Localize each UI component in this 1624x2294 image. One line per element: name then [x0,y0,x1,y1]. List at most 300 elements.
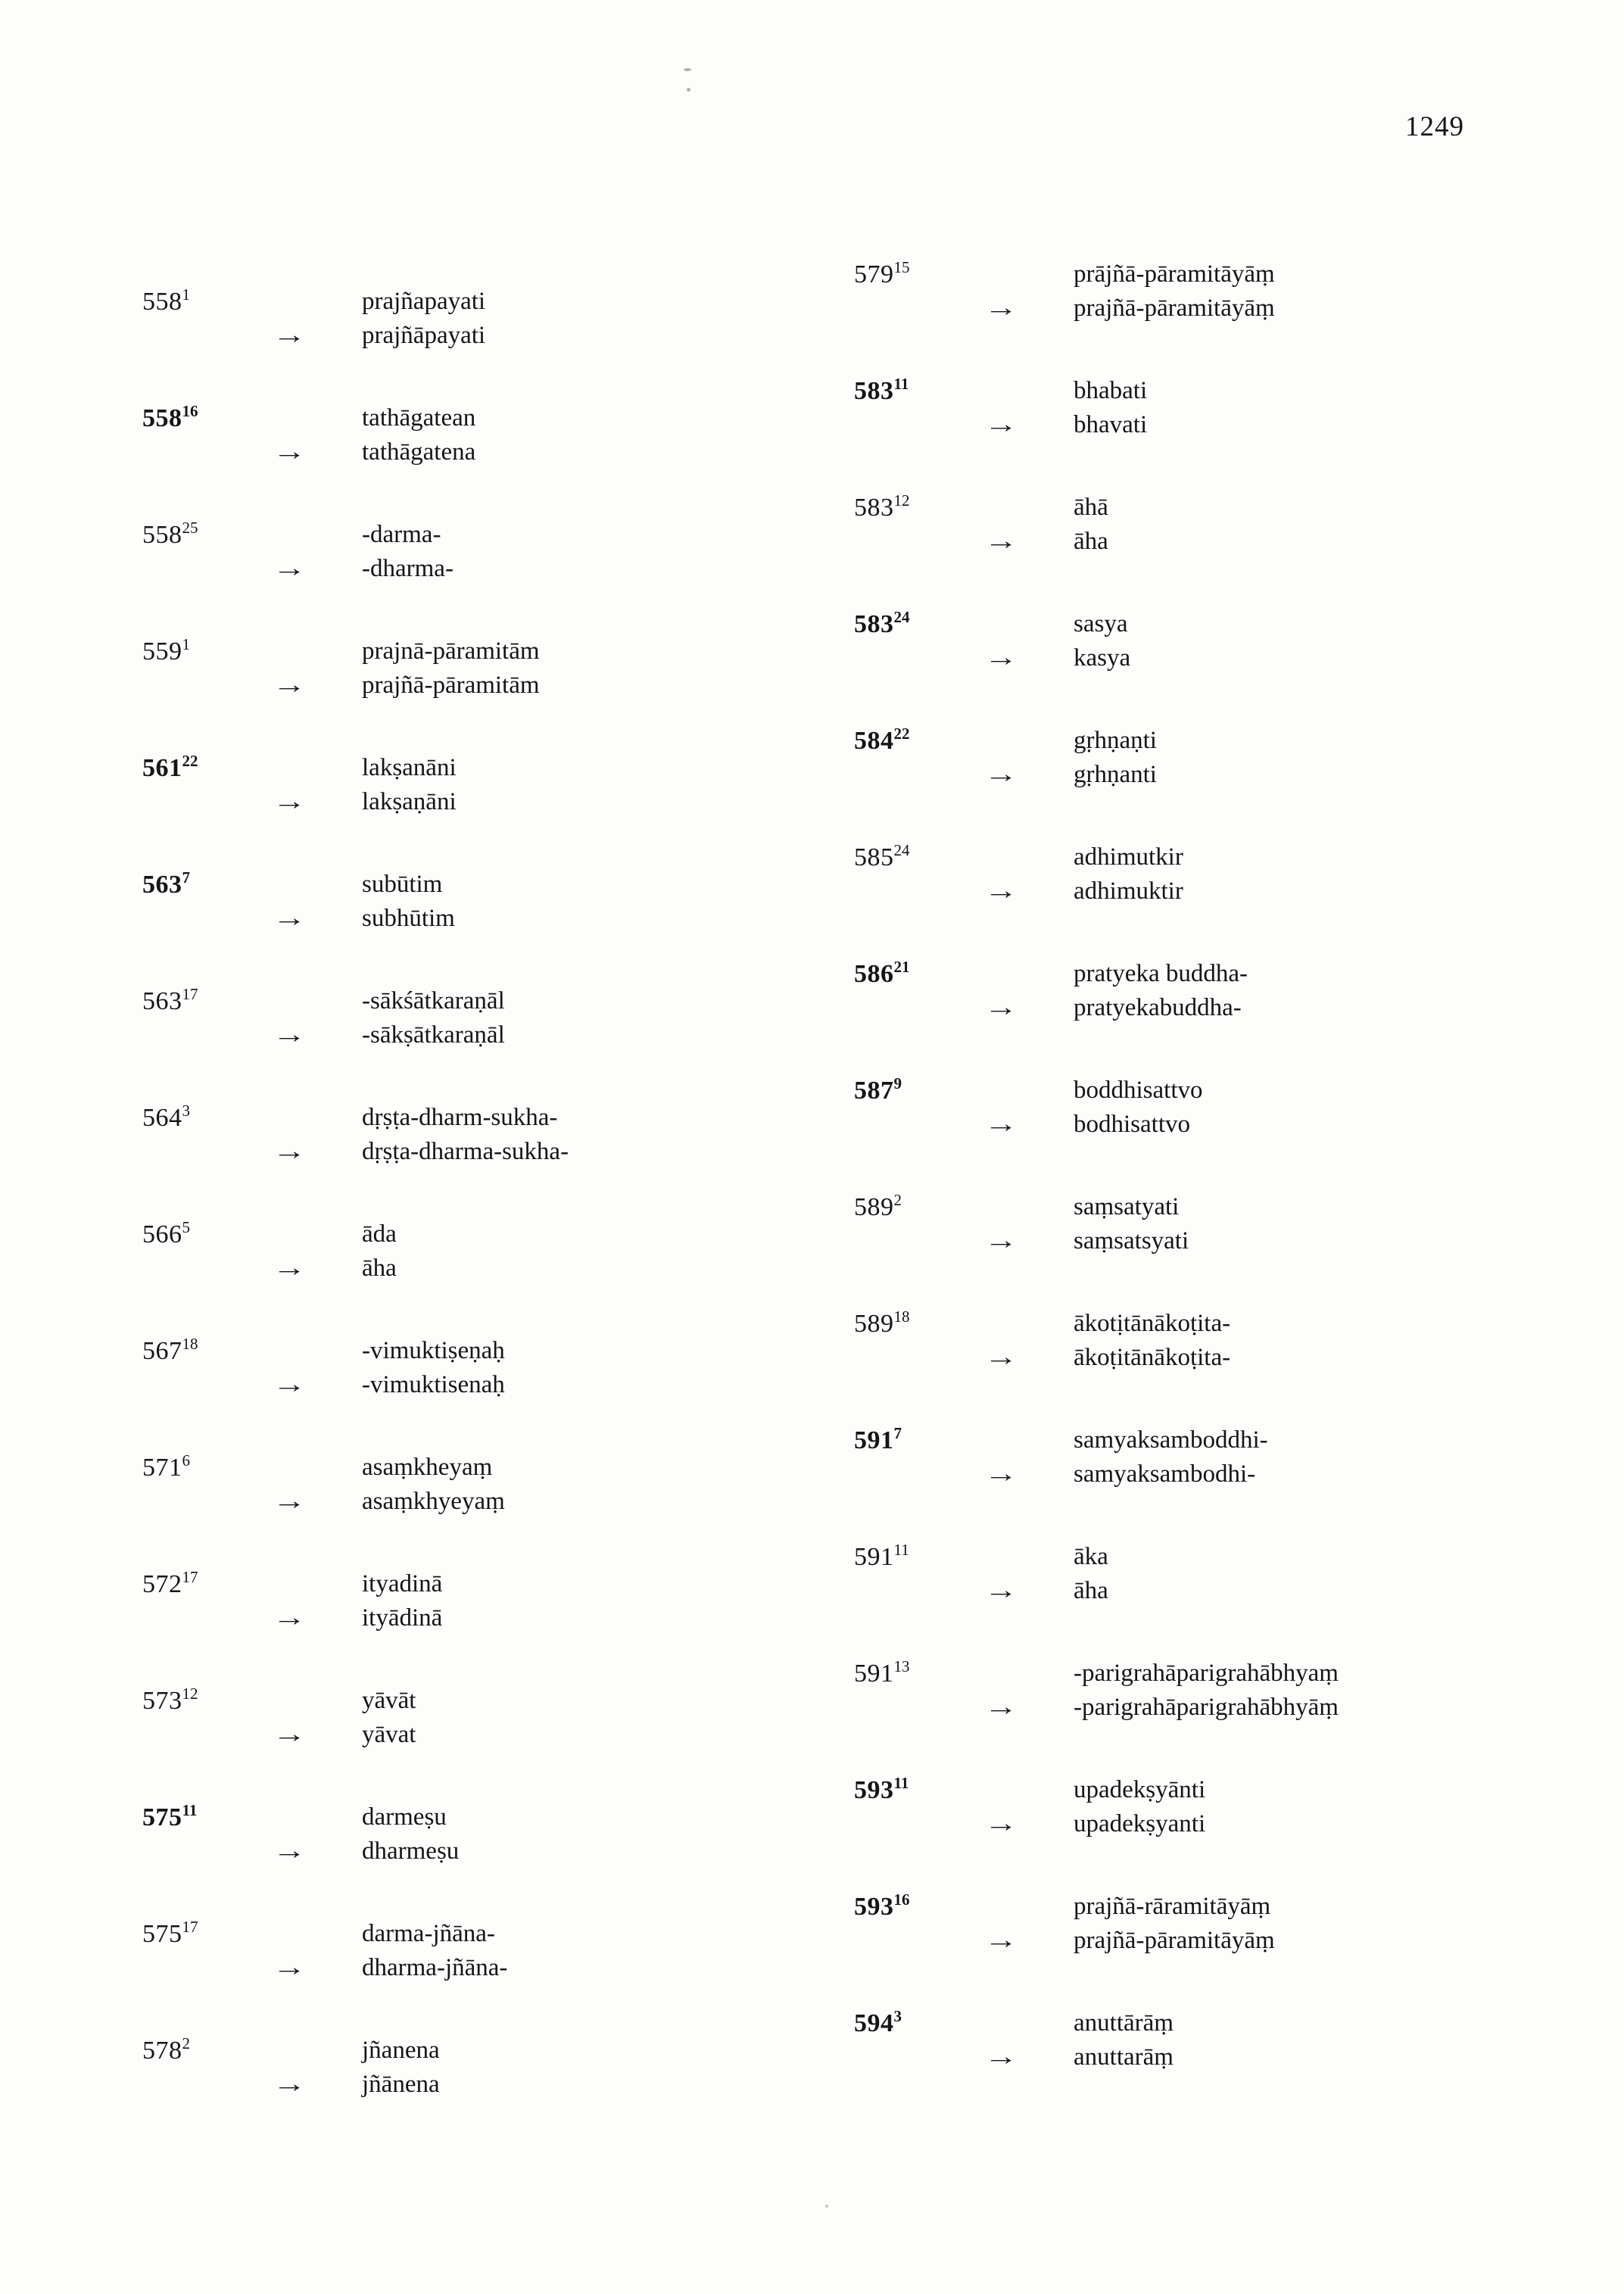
corrected-word: adhimuktir [1074,877,1183,905]
entry-ref [854,1540,984,1577]
entry-ref-sup: 22 [893,725,910,743]
corrected-word: -sākṣātkaraṇāl [362,1021,505,1049]
incorrect-word: adhimutkir [1074,843,1183,871]
entry-ref-base: 589 [854,1310,894,1338]
erratum-entry [142,2034,846,2102]
entry-ref-base: 593 [854,1776,894,1804]
incorrect-line [273,1917,846,1951]
entry-ref-sup: 12 [893,491,910,510]
arrow-spacer [273,1800,362,1834]
entry-ref-sup: 11 [182,1801,198,1819]
right-arrow-icon: → [273,322,307,349]
arrow-spacer [273,984,362,1018]
erratum-entry [854,1074,1619,1142]
right-arrow-icon: → [984,528,1018,555]
incorrect-word: subūtim [362,871,443,898]
entry-ref-base: 593 [854,1893,894,1921]
corrected-line [273,669,846,703]
entry-lines [984,607,1619,675]
incorrect-line [984,1074,1619,1108]
entry-ref [854,840,984,877]
entry-ref-sup: 1 [182,635,190,653]
entry-ref-base: 578 [142,2037,182,2065]
entry-ref-base: 589 [854,1193,894,1221]
arrow-spacer [984,1190,1074,1224]
right-arrow-icon: → [273,2071,307,2098]
arrow-spacer [273,401,362,435]
entry-ref [142,1800,273,1837]
entry-ref-base: 558 [142,521,182,549]
entry-ref-base: 587 [854,1077,894,1105]
entry-ref [142,1451,273,1488]
entry-ref-base: 583 [854,494,894,522]
entry-lines [984,1657,1619,1725]
entry-ref [854,257,984,295]
corrected-line [273,1601,846,1635]
arrow-spacer [273,1567,362,1601]
corrected-word: dharmeṣu [362,1837,460,1865]
entry-ref-base: 584 [854,727,894,755]
arrow-spacer [273,285,362,319]
entry-lines [273,1334,846,1402]
arrow-spacer [273,634,362,669]
entry-ref-base: 572 [142,1570,182,1598]
incorrect-word: -darma- [362,521,441,548]
right-arrow-icon: → [273,788,307,815]
corrected-word: bhavati [1074,411,1148,438]
corrected-line [984,1807,1619,1841]
corrected-word: samyaksambodhi- [1074,1460,1256,1488]
entry-ref [142,2034,273,2071]
entry-lines [984,1423,1619,1491]
entry-lines [273,634,846,703]
incorrect-line [984,1307,1619,1341]
incorrect-line [273,1334,846,1368]
scan-speck [687,88,690,92]
entry-ref-base: 558 [142,288,182,316]
incorrect-word: jñanena [362,2037,440,2064]
entry-lines [984,2006,1619,2074]
incorrect-line [984,374,1619,408]
entry-lines [984,1074,1619,1142]
entry-ref-sup: 25 [182,519,198,537]
arrow-spacer [273,1917,362,1951]
arrow-spacer [984,1657,1074,1691]
corrected-line [273,1485,846,1519]
entry-lines [273,751,846,819]
entry-lines [984,957,1619,1025]
entry-lines [273,518,846,586]
entry-lines [984,257,1619,326]
incorrect-word: āhā [1074,494,1108,521]
entry-ref [142,1684,273,1721]
entry-ref-base: 591 [854,1426,894,1454]
right-arrow-icon: → [273,1255,307,1282]
incorrect-line [273,1567,846,1601]
entry-lines [273,285,846,353]
entry-ref [854,2006,984,2043]
corrected-word: subhūtim [362,905,455,932]
right-arrow-icon: → [984,1460,1018,1488]
erratum-entry [142,518,846,586]
erratum-entry [142,1101,846,1169]
corrected-line [984,874,1619,909]
erratum-entry [142,1334,846,1402]
entry-ref-base: 567 [142,1337,182,1365]
corrected-word: tathāgatena [362,438,476,466]
right-arrow-icon: → [984,994,1018,1021]
entry-ref-sup: 24 [893,608,910,626]
arrow-spacer [984,1423,1074,1457]
incorrect-line [984,724,1619,758]
incorrect-line [984,607,1619,641]
entry-ref-base: 563 [142,987,182,1015]
entry-ref-sup: 9 [893,1074,902,1092]
corrected-line [273,1718,846,1752]
entry-ref-base: 558 [142,404,182,432]
arrow-spacer [984,1307,1074,1341]
incorrect-line [984,257,1619,291]
right-arrow-icon: → [984,644,1018,672]
arrow-spacer [273,1101,362,1135]
arrow-spacer [984,724,1074,758]
corrected-word: āha [362,1255,397,1282]
incorrect-line [273,1451,846,1485]
right-arrow-icon: → [273,555,307,582]
arrow-spacer [273,1684,362,1718]
arrow-spacer [273,868,362,902]
corrected-word: prajñā-pāramitām [362,672,540,699]
corrected-line [984,291,1619,326]
incorrect-word: -parigrahāparigrahābhyaṃ [1074,1660,1339,1687]
arrow-spacer [984,374,1074,408]
corrected-line [273,1951,846,1985]
entry-ref-base: 591 [854,1543,894,1571]
incorrect-line [273,984,846,1018]
entry-ref-base: 571 [142,1454,182,1482]
incorrect-word: darmeṣu [362,1803,447,1831]
entry-lines [984,491,1619,559]
incorrect-word: darma-jñāna- [362,1920,495,1947]
incorrect-word: -vimuktiṣeṇaḥ [362,1337,505,1364]
right-arrow-icon: → [273,905,307,932]
entry-lines [273,1684,846,1752]
entry-ref-sup: 13 [893,1657,910,1675]
right-arrow-icon: → [273,1138,307,1165]
incorrect-line [984,2006,1619,2040]
incorrect-line [984,1190,1619,1224]
entry-ref-base: 583 [854,610,894,638]
incorrect-word: āka [1074,1543,1108,1570]
entry-ref-sup: 16 [893,1890,910,1909]
incorrect-word: yāvāt [362,1687,416,1714]
entry-lines [273,1451,846,1519]
entry-lines [984,1307,1619,1375]
entry-ref [854,957,984,994]
entry-ref [142,401,273,438]
incorrect-word: asaṃkheyaṃ [362,1454,493,1481]
entry-ref-sup: 18 [893,1308,910,1326]
right-arrow-icon: → [273,1371,307,1398]
incorrect-word: bhabati [1074,377,1148,404]
right-arrow-icon: → [984,1344,1018,1371]
incorrect-word: saṃsatyati [1074,1193,1180,1220]
arrow-spacer [984,840,1074,874]
right-arrow-icon: → [273,1721,307,1748]
incorrect-line [984,1890,1619,1924]
corrected-line [984,1108,1619,1142]
entry-ref [854,1307,984,1344]
entry-ref-sup: 22 [182,752,198,770]
corrected-line [273,2068,846,2102]
erratum-entry [142,634,846,703]
arrow-spacer [273,1217,362,1251]
arrow-spacer [984,491,1074,525]
entry-ref-base: 559 [142,637,182,665]
corrected-line [273,319,846,353]
corrected-word: gṛhṇanti [1074,761,1157,788]
corrected-word: -parigrahāparigrahābhyāṃ [1074,1694,1339,1721]
erratum-entry [854,257,1619,326]
arrow-spacer [273,1451,362,1485]
incorrect-word: prajñā-rāramitāyāṃ [1074,1893,1271,1920]
erratum-entry [142,751,846,819]
corrected-line [984,2040,1619,2074]
arrow-spacer [984,1540,1074,1574]
entry-lines [273,984,846,1052]
arrow-spacer [984,1890,1074,1924]
corrected-line [984,1457,1619,1491]
entry-ref-sup: 24 [893,841,910,859]
arrow-spacer [273,1334,362,1368]
erratum-entry [142,1917,846,1985]
entry-ref [142,1334,273,1371]
incorrect-line [273,1684,846,1718]
entry-lines [273,868,846,936]
entry-lines [984,374,1619,442]
right-arrow-icon: → [984,1111,1018,1138]
errata-column-left [142,285,846,2102]
corrected-line [273,1368,846,1402]
entry-ref-base: 566 [142,1220,182,1248]
erratum-entry [854,1773,1619,1841]
scan-speck [825,2205,828,2208]
right-arrow-icon: → [984,877,1018,905]
right-arrow-icon: → [984,761,1018,788]
incorrect-word: ityadinā [362,1570,443,1597]
incorrect-word: prajnā-pāramitām [362,637,540,665]
entry-ref [854,374,984,411]
erratum-entry [854,1540,1619,1608]
erratum-entry [854,724,1619,792]
entry-ref [142,634,273,672]
arrow-spacer [984,1773,1074,1807]
incorrect-line [984,957,1619,991]
erratum-entry [142,401,846,469]
corrected-line [984,991,1619,1025]
incorrect-line [273,401,846,435]
incorrect-word: pratyeka buddha- [1074,960,1248,987]
entry-ref [142,1101,273,1138]
entry-ref-sup: 12 [182,1685,198,1703]
entry-ref-base: 594 [854,2009,894,2037]
incorrect-line [984,1773,1619,1807]
corrected-word: ityādinā [362,1604,443,1632]
entry-lines [984,1890,1619,1958]
right-arrow-icon: → [984,1577,1018,1604]
erratum-entry [854,491,1619,559]
entry-ref-sup: 11 [893,1541,909,1559]
entry-lines [984,1773,1619,1841]
incorrect-line [984,1657,1619,1691]
incorrect-line [984,491,1619,525]
entry-ref-base: 586 [854,960,894,988]
entry-ref-base: 575 [142,1920,182,1948]
corrected-line [984,1691,1619,1725]
incorrect-word: gṛhṇaṇti [1074,727,1157,754]
entry-lines [273,1917,846,1985]
corrected-line [984,641,1619,675]
entry-ref [142,751,273,788]
incorrect-word: tathāgatean [362,404,476,432]
corrected-word: āha [1074,528,1108,555]
corrected-line [273,1251,846,1286]
entry-ref-sup: 7 [182,868,190,887]
corrected-word: jñānena [362,2071,440,2098]
entry-ref [142,518,273,555]
arrow-spacer [984,607,1074,641]
entry-ref-base: 575 [142,1803,182,1831]
entry-ref-base: 579 [854,260,894,288]
right-arrow-icon: → [984,1810,1018,1837]
right-arrow-icon: → [273,1837,307,1865]
corrected-line [984,1574,1619,1608]
entry-lines [984,724,1619,792]
incorrect-line [273,634,846,669]
entry-ref-sup: 6 [182,1451,190,1470]
arrow-spacer [984,2006,1074,2040]
right-arrow-icon: → [273,1488,307,1515]
entry-ref-sup: 7 [893,1424,902,1442]
entry-ref-base: 585 [854,843,894,871]
entry-ref [854,724,984,761]
entry-lines [273,1217,846,1286]
corrected-word: dṛṣṭa-dharma-sukha- [362,1138,569,1165]
corrected-word: pratyekabuddha- [1074,994,1242,1021]
corrected-word: asaṃkhyeyaṃ [362,1488,505,1515]
right-arrow-icon: → [273,1021,307,1049]
entry-ref-sup: 21 [893,958,910,976]
errata-column-right [854,257,1619,2074]
erratum-entry [854,2006,1619,2074]
entry-ref-sup: 3 [182,1102,190,1120]
corrected-word: prajñāpayati [362,322,486,349]
entry-lines [984,840,1619,909]
corrected-word: -dharma- [362,555,454,582]
arrow-spacer [273,518,362,552]
incorrect-word: āda [362,1220,397,1248]
corrected-line [984,525,1619,559]
arrow-spacer [273,751,362,785]
entry-ref [854,1190,984,1227]
corrected-word: prajñā-pāramitāyāṃ [1074,295,1275,322]
incorrect-line [273,1217,846,1251]
corrected-word: saṃsatsyati [1074,1227,1189,1255]
corrected-line [984,1924,1619,1958]
corrected-word: dharma-jñāna- [362,1954,508,1981]
entry-ref [142,1567,273,1604]
entry-ref-base: 561 [142,754,182,782]
incorrect-line [273,751,846,785]
incorrect-line [273,868,846,902]
erratum-entry [142,1451,846,1519]
entry-ref-sup: 2 [893,1191,902,1209]
incorrect-word: prajñapayati [362,288,486,315]
erratum-entry [854,840,1619,909]
entry-ref [854,491,984,528]
corrected-line [273,552,846,586]
entry-lines [984,1190,1619,1258]
entry-ref [854,607,984,644]
right-arrow-icon: → [984,411,1018,438]
incorrect-line [984,840,1619,874]
right-arrow-icon: → [273,672,307,699]
entry-lines [984,1540,1619,1608]
entry-ref-sup: 17 [182,985,198,1003]
entry-ref-base: 564 [142,1104,182,1132]
entry-ref-sup: 11 [893,375,909,393]
incorrect-word: -sākśātkaraṇāl [362,987,505,1015]
right-arrow-icon: → [984,1927,1018,1954]
corrected-word: āha [1074,1577,1108,1604]
entry-ref-sup: 16 [182,402,198,420]
incorrect-word: prājñā-pāramitāyāṃ [1074,260,1275,288]
erratum-entry [142,1567,846,1635]
incorrect-word: dṛṣṭa-dharm-sukha- [362,1104,558,1131]
corrected-word: upadekṣyanti [1074,1810,1206,1837]
entry-ref-sup: 18 [182,1335,198,1353]
entry-ref-sup: 3 [893,2007,902,2025]
incorrect-line [273,285,846,319]
entry-ref [142,285,273,322]
entry-lines [273,1800,846,1869]
arrow-spacer [984,257,1074,291]
incorrect-word: ākotịtānākoṭita- [1074,1310,1231,1337]
right-arrow-icon: → [273,1604,307,1632]
erratum-entry [854,1423,1619,1491]
corrected-word: ākoṭitānākoṭita- [1074,1344,1231,1371]
corrected-line [273,902,846,936]
entry-ref [854,1074,984,1111]
incorrect-line [273,2034,846,2068]
entry-ref-base: 563 [142,871,182,899]
incorrect-word: lakṣanāni [362,754,457,781]
arrow-spacer [984,957,1074,991]
corrected-word: anuttarāṃ [1074,2043,1174,2071]
right-arrow-icon: → [984,1227,1018,1255]
erratum-entry [854,1657,1619,1725]
erratum-entry [142,1217,846,1286]
entry-ref [142,1917,273,1954]
entry-ref [854,1423,984,1460]
entry-ref-sup: 5 [182,1218,190,1236]
entry-ref-sup: 11 [893,1774,909,1792]
arrow-spacer [984,1074,1074,1108]
erratum-entry [854,374,1619,442]
entry-ref-sup: 17 [182,1568,198,1586]
entry-lines [273,1567,846,1635]
entry-ref-base: 591 [854,1660,894,1688]
